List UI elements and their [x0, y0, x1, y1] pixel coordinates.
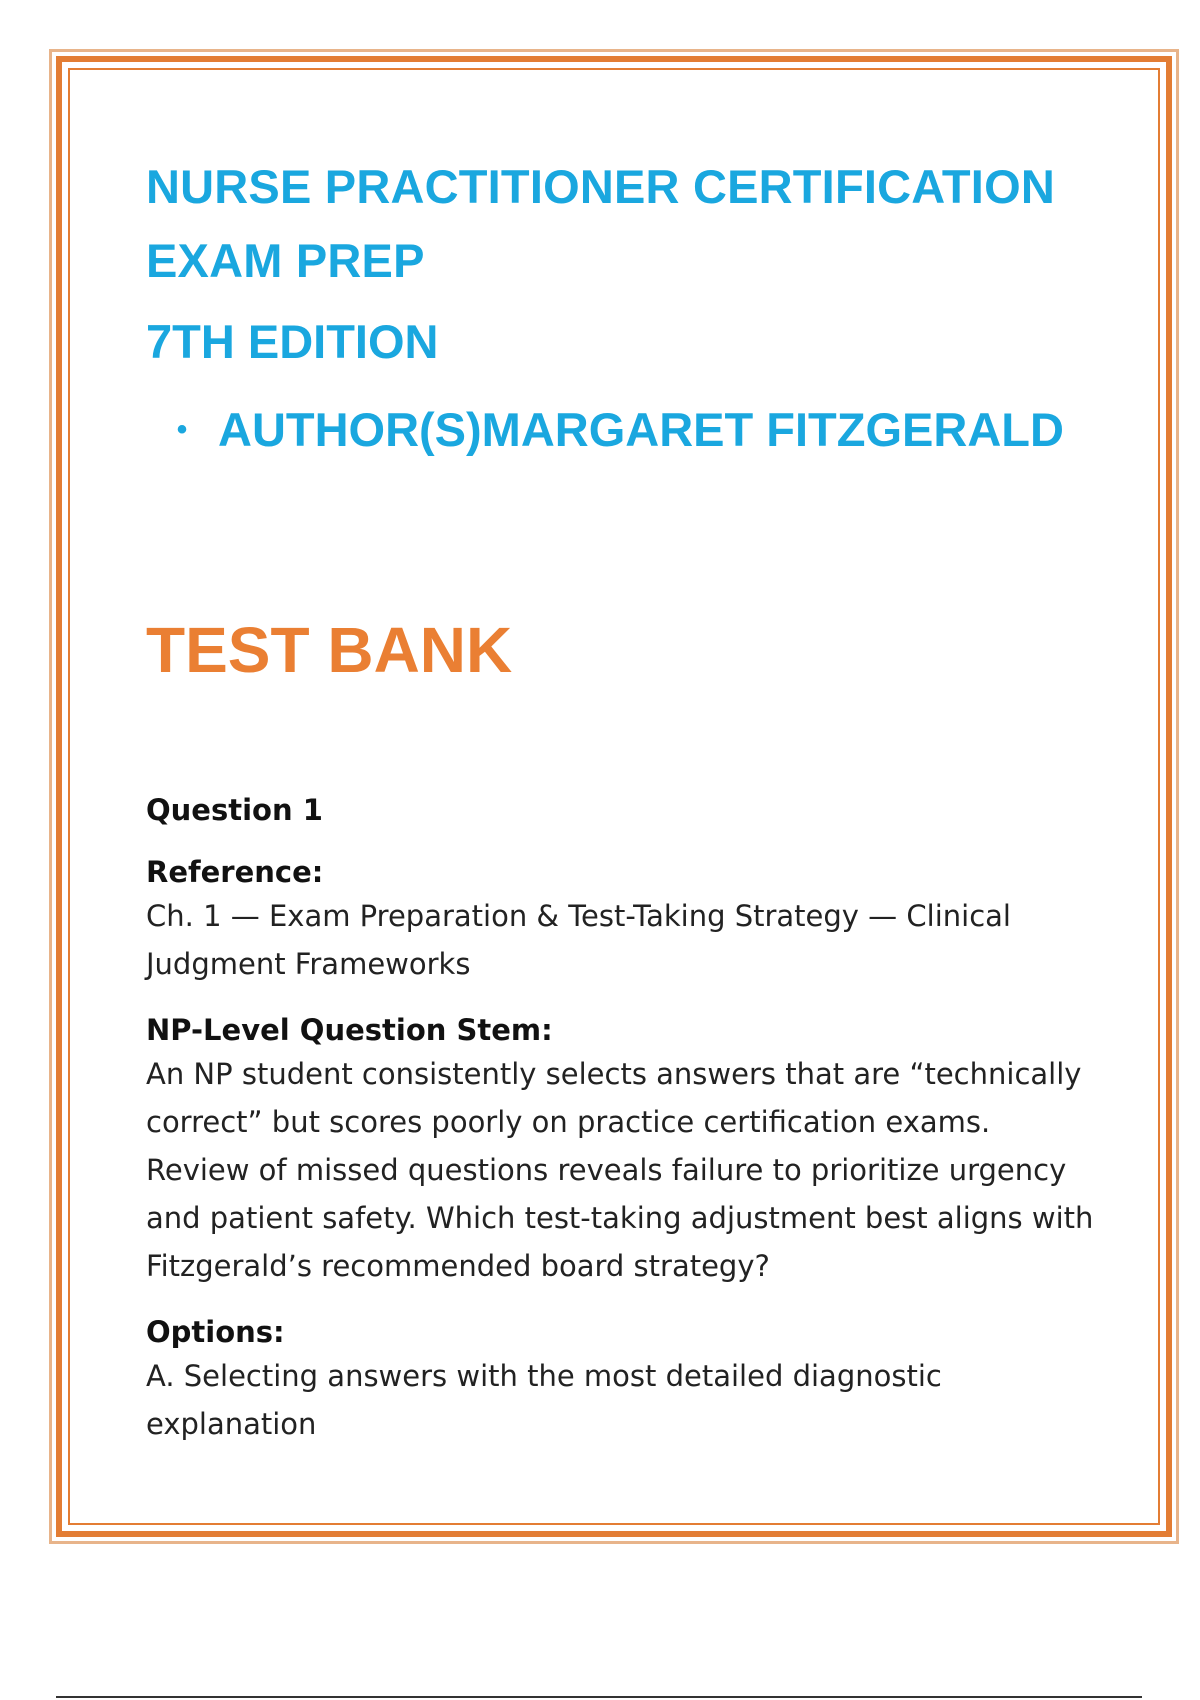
options-label: Options:: [146, 1315, 285, 1349]
author-row: [146, 400, 1096, 460]
bullet-icon: •: [176, 413, 188, 446]
question-title: Question 1: [146, 793, 323, 827]
book-title-line-1: NURSE PRACTITIONER CERTIFICATION: [146, 160, 1055, 213]
stem-block: [146, 1010, 1096, 1290]
reference-text: Ch. 1 — Exam Preparation & Test-Taking Strategy — Clinical Judgment Frameworks: [146, 899, 1011, 981]
page-divider: [56, 1696, 1142, 1698]
book-title-line-2: EXAM PREP: [146, 234, 425, 287]
stem-text: An NP student consistently selects answers that are “technically correct” but scores poorly on practice certification exams. Review of missed questions reveals failure to prioritize urgency and patient safety. Which test-taking adjustment best aligns with Fitzgerald’s recommended board strategy?: [146, 1057, 1094, 1283]
option-a: A. Selecting answers with the most detailed diagnostic explanation: [146, 1359, 942, 1441]
book-edition: 7TH EDITION: [146, 315, 439, 368]
stem-label: NP-Level Question Stem:: [146, 1013, 553, 1047]
reference-label: Reference:: [146, 855, 324, 889]
book-author: AUTHOR(S)MARGARET FITZGERALD: [218, 403, 1064, 456]
options-block: [146, 1312, 1096, 1448]
test-bank-heading: TEST BANK: [146, 614, 513, 686]
reference-block: [146, 852, 1096, 988]
document-content: [146, 150, 1096, 1448]
